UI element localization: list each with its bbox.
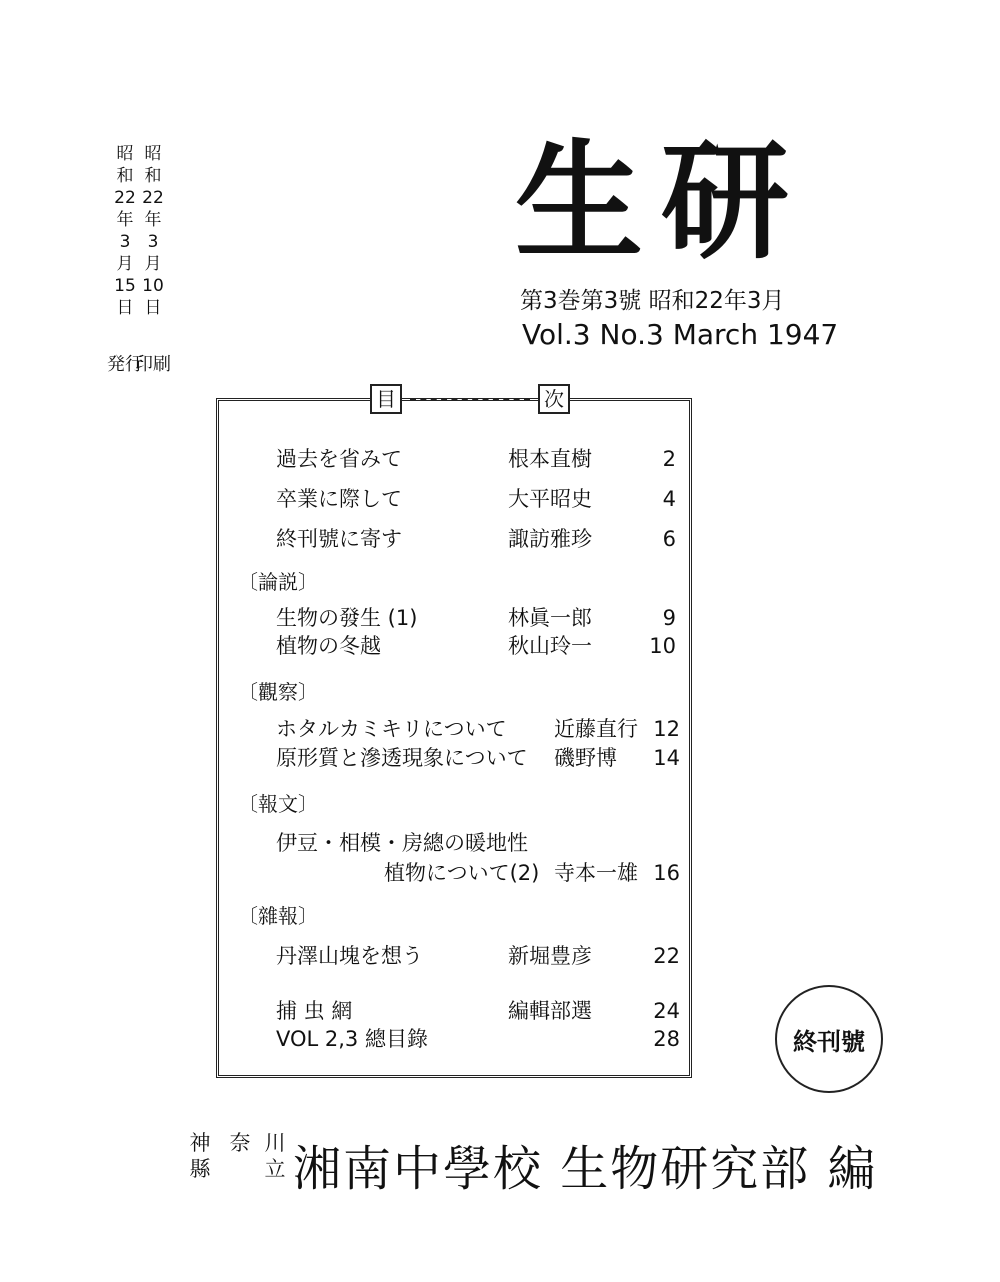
- entry-page: 28: [653, 1027, 680, 1051]
- pref-char: 立: [264, 1157, 286, 1181]
- entry-title: 植物について(2): [384, 861, 540, 885]
- section-heading: 〔觀察〕: [238, 680, 318, 704]
- contents-heading-right: 次: [538, 384, 570, 414]
- contents-heading-left: 目: [370, 384, 402, 414]
- date-char: 昭: [144, 144, 162, 164]
- pref-char: 神: [189, 1131, 211, 1155]
- entry-page: 12: [653, 717, 680, 741]
- entry-page: 24: [653, 999, 680, 1023]
- entry-author: 近藤直行: [554, 717, 638, 741]
- date-char: 3: [147, 232, 159, 252]
- pref-char: 川: [264, 1131, 286, 1155]
- entry-author: 寺本一雄: [554, 861, 638, 885]
- date-char: 日: [116, 298, 134, 318]
- final-issue-stamp: 終刊號: [775, 985, 883, 1093]
- date-char: 日: [144, 298, 162, 318]
- entry-title: 植物の冬越: [276, 634, 381, 658]
- entry-page: 10: [649, 634, 676, 658]
- entry-title: ホタルカミキリについて: [276, 717, 507, 741]
- entry-title: 丹澤山塊を想う: [276, 944, 423, 968]
- publisher-name: 湘南中學校 生物研究部 編: [293, 1141, 878, 1197]
- contents-heading: [370, 384, 570, 414]
- entry-title: 過去を省みて: [276, 447, 402, 471]
- date-char: 和: [116, 166, 134, 186]
- pref-char: [220, 1156, 260, 1182]
- issue-info-english: Vol.3 No.3 March 1947: [522, 318, 839, 351]
- print-date-column: [128, 143, 178, 377]
- date-char: 22: [114, 188, 136, 208]
- entry-page: 6: [662, 527, 676, 551]
- date-char: 年: [116, 210, 134, 230]
- entry-title: 原形質と滲透現象について: [276, 746, 528, 770]
- entry-title: 捕 虫 網: [276, 999, 353, 1023]
- section-heading: 〔論説〕: [238, 570, 318, 594]
- print-label: 印刷: [135, 354, 171, 375]
- entry-author: 磯野博: [554, 746, 617, 770]
- entry-title: 伊豆・相模・房總の暖地性: [276, 831, 528, 855]
- magazine-title: 生研: [515, 128, 808, 277]
- prefecture-label: [180, 1130, 290, 1182]
- entry-page: 22: [653, 944, 680, 968]
- entry-author: 新堀豊彦: [508, 944, 592, 968]
- entry-author: 大平昭史: [508, 487, 592, 511]
- entry-title: 終刊號に寄す: [276, 527, 402, 551]
- entry-author: 秋山玲一: [508, 634, 592, 658]
- section-heading: 〔報文〕: [238, 792, 318, 816]
- entry-page: 14: [653, 746, 680, 770]
- date-char: 月: [144, 254, 162, 274]
- entry-author: 根本直樹: [508, 447, 592, 471]
- date-char: 年: [144, 210, 162, 230]
- entry-title: 生物の發生 (1): [276, 606, 418, 630]
- date-char: 月: [116, 254, 134, 274]
- date-char: 3: [119, 232, 131, 252]
- entry-page: 9: [662, 606, 676, 630]
- entry-author: 編輯部選: [508, 999, 592, 1023]
- divider: [410, 398, 530, 400]
- entry-title: 卒業に際して: [276, 487, 402, 511]
- entry-page: 4: [662, 487, 676, 511]
- entry-page: 16: [653, 861, 680, 885]
- entry-page: 2: [662, 447, 676, 471]
- date-char: 昭: [116, 144, 134, 164]
- entry-author: 林眞一郎: [508, 606, 592, 630]
- date-char: 22: [142, 188, 164, 208]
- issue-info-japanese: 第3巻第3號 昭和22年3月: [520, 288, 785, 314]
- section-heading: 〔雜報〕: [238, 904, 318, 928]
- date-char: 和: [144, 166, 162, 186]
- date-char: 15: [114, 276, 136, 296]
- pref-char: 奈: [229, 1131, 251, 1155]
- pref-char: 縣: [189, 1157, 211, 1181]
- issue-label: 発行: [107, 354, 143, 375]
- date-char: 10: [142, 276, 164, 296]
- entry-author: 諏訪雅珍: [508, 527, 592, 551]
- entry-title: VOL 2,3 總目錄: [276, 1027, 428, 1051]
